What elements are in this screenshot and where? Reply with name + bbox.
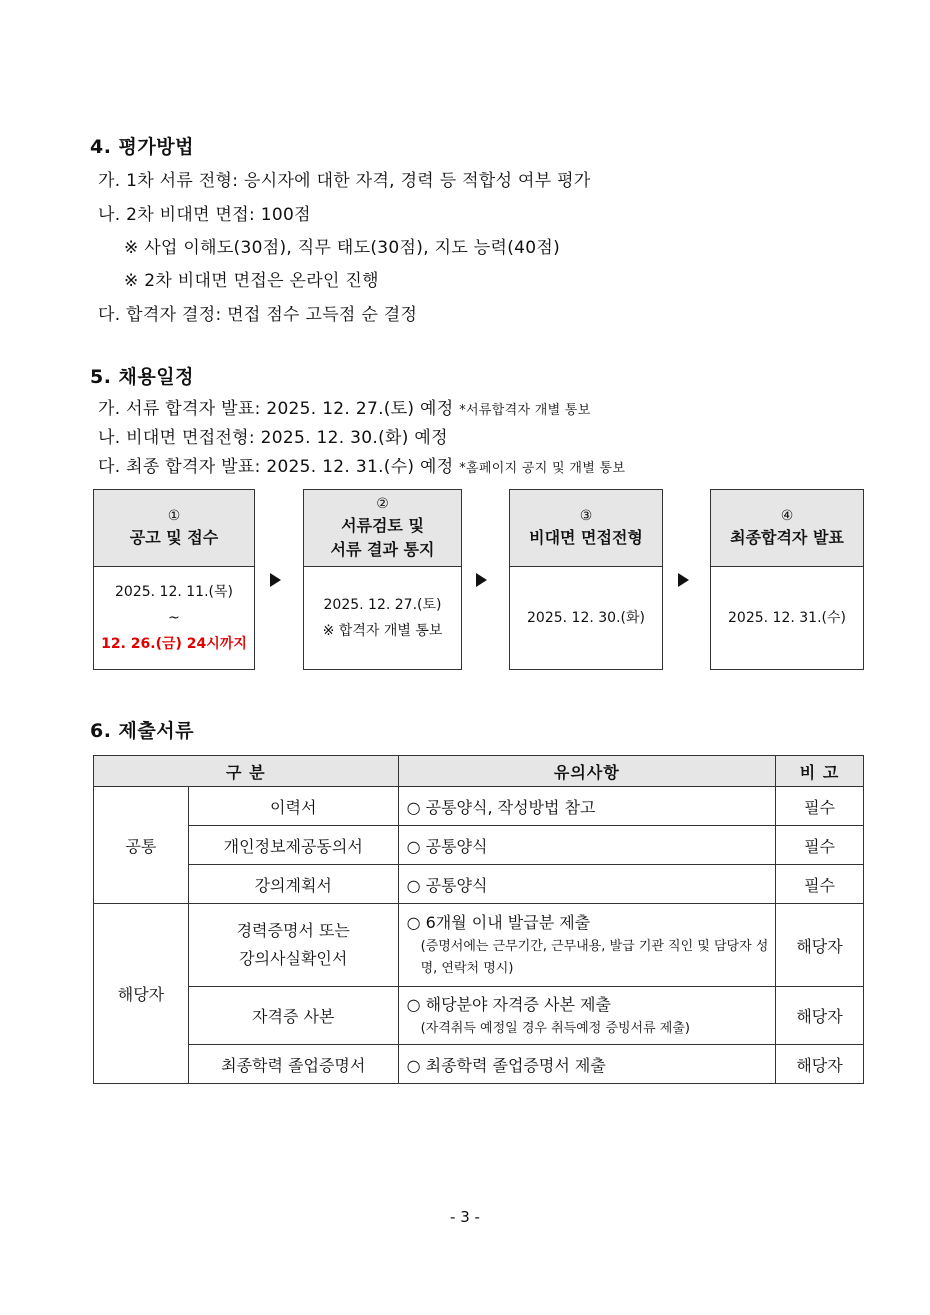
doc-note (398, 987, 776, 1045)
flow-step-3-body (510, 566, 662, 669)
flow-step-1-deadline: 12. 26.(금) 24시까지 (101, 635, 247, 652)
table-row (94, 865, 864, 904)
schedule-item-1 (98, 394, 591, 419)
flow-arrow-3 (678, 573, 689, 587)
table-row (94, 1045, 864, 1084)
flow-step-4-body (711, 566, 863, 669)
doc-remark: 해당자 (776, 987, 864, 1045)
flow-step-2-note: ※ 합격자 개별 통보 (322, 622, 443, 639)
flow-step-1-body (94, 566, 254, 669)
doc-remark: 필수 (776, 826, 864, 865)
flow-step-1-number: ① (167, 508, 181, 524)
flow-step-2-date: 2025. 12. 27.(토) (323, 596, 442, 613)
schedule-item-2: 나. 비대면 면접전형: 2025. 12. 30.(화) 예정 (98, 428, 448, 448)
section-4-title: 4. 평가방법 (90, 136, 194, 158)
table-row (94, 787, 864, 826)
doc-name-line2: 강의사실확인서 (239, 949, 348, 968)
flow-step-3-date: 2025. 12. 30.(화) (527, 609, 645, 626)
schedule-item-3 (98, 452, 625, 477)
doc-remark: 해당자 (776, 1045, 864, 1084)
doc-note (398, 904, 776, 987)
doc-name: 강의계획서 (188, 865, 398, 904)
doc-remark: 해당자 (776, 904, 864, 987)
flow-step-1-tilde: ~ (168, 609, 180, 626)
flow-step-4 (710, 489, 864, 670)
doc-note: ○ 공통양식 (398, 826, 776, 865)
eval-item-1: 가. 1차 서류 전형: 응시자에 대한 자격, 경력 등 적합성 여부 평가 (98, 171, 591, 191)
flow-step-3 (509, 489, 663, 670)
doc-note: ○ 공통양식, 작성방법 참고 (398, 787, 776, 826)
header-remark: 비 고 (776, 756, 864, 787)
doc-name: 자격증 사본 (188, 987, 398, 1045)
eval-item-3: 다. 합격자 결정: 면접 점수 고득점 순 결정 (98, 305, 418, 325)
doc-name: 개인정보제공동의서 (188, 826, 398, 865)
doc-name: 최종학력 졸업증명서 (188, 1045, 398, 1084)
schedule-item-1-note: *서류합격자 개별 통보 (459, 403, 591, 418)
flow-step-1-date: 2025. 12. 11.(목) (115, 583, 233, 600)
eval-note-2: ※ 2차 비대면 면접은 온라인 진행 (124, 271, 379, 291)
group-common: 공통 (94, 787, 189, 904)
flow-step-2-number: ② (376, 496, 389, 512)
schedule-item-1-text: 가. 서류 합격자 발표: 2025. 12. 27.(토) 예정 (98, 399, 454, 419)
flow-step-4-title: 최종합격자 발표 (730, 528, 844, 547)
doc-note-sub: (자격취득 예정일 경우 취득예정 증빙서류 제출) (420, 1020, 690, 1036)
doc-name-line1: 경력증명서 또는 (236, 921, 350, 940)
flow-step-2-title-line2: 서류 결과 통지 (330, 540, 435, 559)
group-applicable: 해당자 (94, 904, 189, 1084)
flow-step-2 (303, 489, 462, 670)
flow-step-4-number: ④ (780, 508, 794, 524)
flow-arrow-2 (476, 573, 487, 587)
eval-item-2: 나. 2차 비대면 면접: 100점 (98, 205, 311, 225)
eval-note-1: ※ 사업 이해도(30점), 직무 태도(30점), 지도 능력(40점) (124, 238, 561, 258)
documents-table (93, 755, 864, 1084)
doc-note-main: ○ 6개월 이내 발급분 제출 (406, 913, 591, 932)
schedule-item-3-text: 다. 최종 합격자 발표: 2025. 12. 31.(수) 예정 (98, 457, 454, 477)
doc-name (188, 904, 398, 987)
flow-step-3-title: 비대면 면접전형 (529, 528, 643, 547)
flow-arrow-1 (270, 573, 281, 587)
section-6-title: 6. 제출서류 (90, 720, 194, 742)
doc-note-sub: (증명서에는 근무기간, 근무내용, 발급 기관 직인 및 담당자 성명, 연락처 명시) (420, 939, 769, 976)
flow-step-1-title: 공고 및 접수 (129, 528, 219, 547)
flow-step-4-date: 2025. 12. 31.(수) (728, 609, 846, 626)
schedule-item-3-note: *홈페이지 공지 및 개별 통보 (459, 461, 626, 476)
header-category: 구 분 (94, 756, 399, 787)
table-row (94, 826, 864, 865)
table-header-row (94, 756, 864, 787)
flow-step-1 (93, 489, 255, 670)
header-notes: 유의사항 (398, 756, 776, 787)
section-5-title: 5. 채용일정 (90, 366, 194, 388)
doc-note: ○ 공통양식 (398, 865, 776, 904)
flow-step-3-number: ③ (579, 508, 593, 524)
doc-remark: 필수 (776, 865, 864, 904)
flow-step-4-header (711, 490, 863, 567)
flow-step-2-body (304, 566, 461, 669)
doc-remark: 필수 (776, 787, 864, 826)
flow-step-2-title-line1: 서류검토 및 (341, 516, 424, 535)
table-row (94, 904, 864, 987)
page-number: - 3 - (450, 1208, 480, 1226)
flow-step-1-header (94, 490, 254, 567)
flow-step-3-header (510, 490, 662, 567)
doc-note-main: ○ 해당분야 자격증 사본 제출 (406, 994, 611, 1014)
doc-note: ○ 최종학력 졸업증명서 제출 (398, 1045, 776, 1084)
flow-step-2-header (304, 490, 461, 567)
table-row (94, 987, 864, 1045)
doc-name: 이력서 (188, 787, 398, 826)
